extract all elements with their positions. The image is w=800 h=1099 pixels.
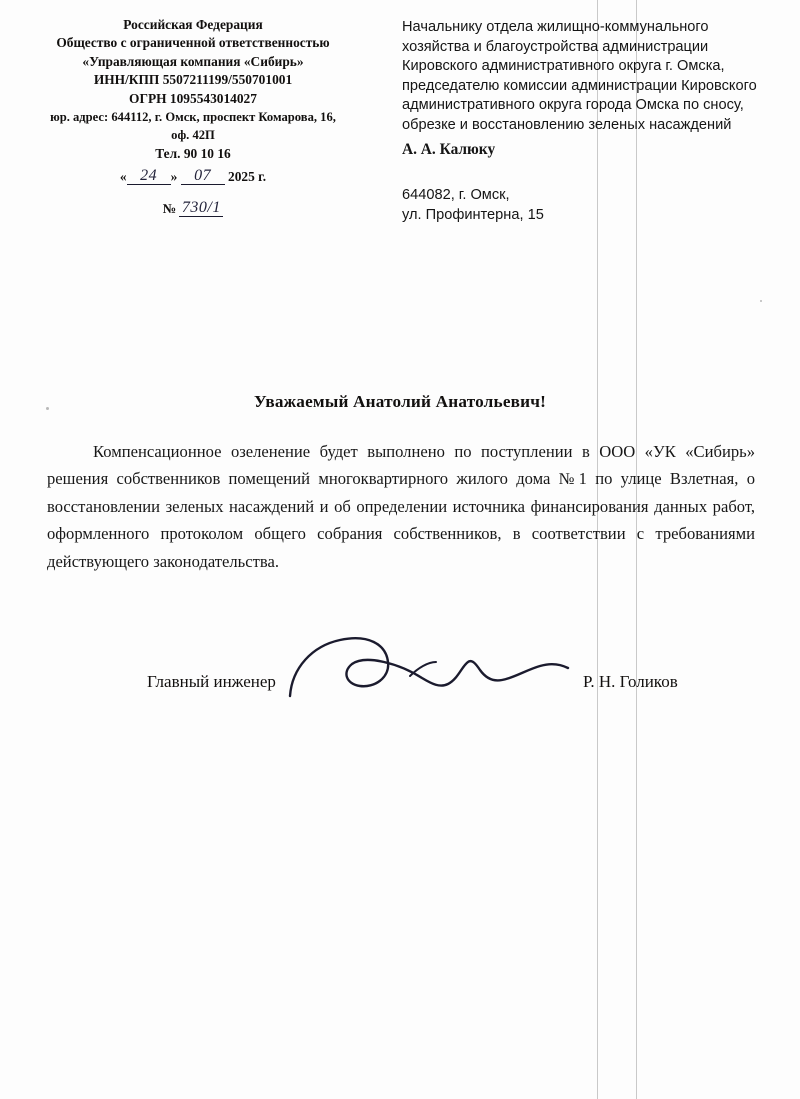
- sender-line-address: юр. адрес: 644112, г. Омск, проспект Комарова, 16,: [50, 110, 336, 125]
- body-paragraph: Компенсационное озеленение будет выполнено по поступлении в ООО «УК «Сибирь» решения собственников помещений многоквартирного жилого дома №1 по улице Взлетная, о восстановлении зеленых насаждений и об определении источника финансирования данных работ, оформленного протоколом общего собрания собственников, в соответствии с требованиями действующего законодательства.: [47, 442, 755, 571]
- date-quote-open: «: [119, 169, 127, 185]
- sender-line-phone: Тел. 90 10 16: [155, 145, 231, 161]
- sender-line-company-form: Общество с ограниченной ответственностью: [56, 35, 330, 51]
- date-year: 2025 г.: [228, 169, 267, 185]
- date-quote-close: »: [170, 169, 178, 185]
- addressee-address-line-1: 644082, г. Омск,: [402, 187, 510, 204]
- sender-line-company-name: «Управляющая компания «Сибирь»: [82, 53, 304, 69]
- document-number-label: №: [162, 201, 177, 217]
- document-date-row: [8, 168, 378, 194]
- scan-speck: [760, 300, 762, 302]
- date-month-handwritten: 07: [181, 167, 225, 185]
- addressee-address-line-2: ул. Профинтерна, 15: [402, 207, 544, 224]
- sender-line-office: оф. 42П: [171, 128, 215, 143]
- date-day-handwritten: 24: [127, 167, 171, 185]
- addressee-name: А. А. Калюку: [402, 140, 496, 158]
- addressee-text: Начальнику отдела жилищно-коммунального хозяйства и благоустройства администрации Кировского административного округа г. Омска, председателю комиссии администрации Кировского административного округа города Омска по сносу, обрезке и восстановлению зеленых насаждений: [402, 19, 757, 133]
- signature-row: [0, 672, 800, 712]
- signature-name: Р. Н. Голиков: [583, 672, 678, 691]
- document-number-row: [8, 200, 378, 218]
- addressee-block: [402, 18, 780, 225]
- sender-line-inn-kpp: ИНН/КПП 5507211199/550701001: [93, 72, 293, 88]
- sender-line-country: Российская Федерация: [123, 17, 263, 32]
- sender-block: [8, 16, 378, 219]
- document-number-handwritten: 730/1: [179, 199, 223, 217]
- salutation: Уважаемый Анатолий Анатольевич!: [253, 392, 547, 411]
- sender-line-ogrn: ОГРН 1095543014027: [129, 90, 257, 106]
- signature-title: Главный инженер: [147, 672, 276, 691]
